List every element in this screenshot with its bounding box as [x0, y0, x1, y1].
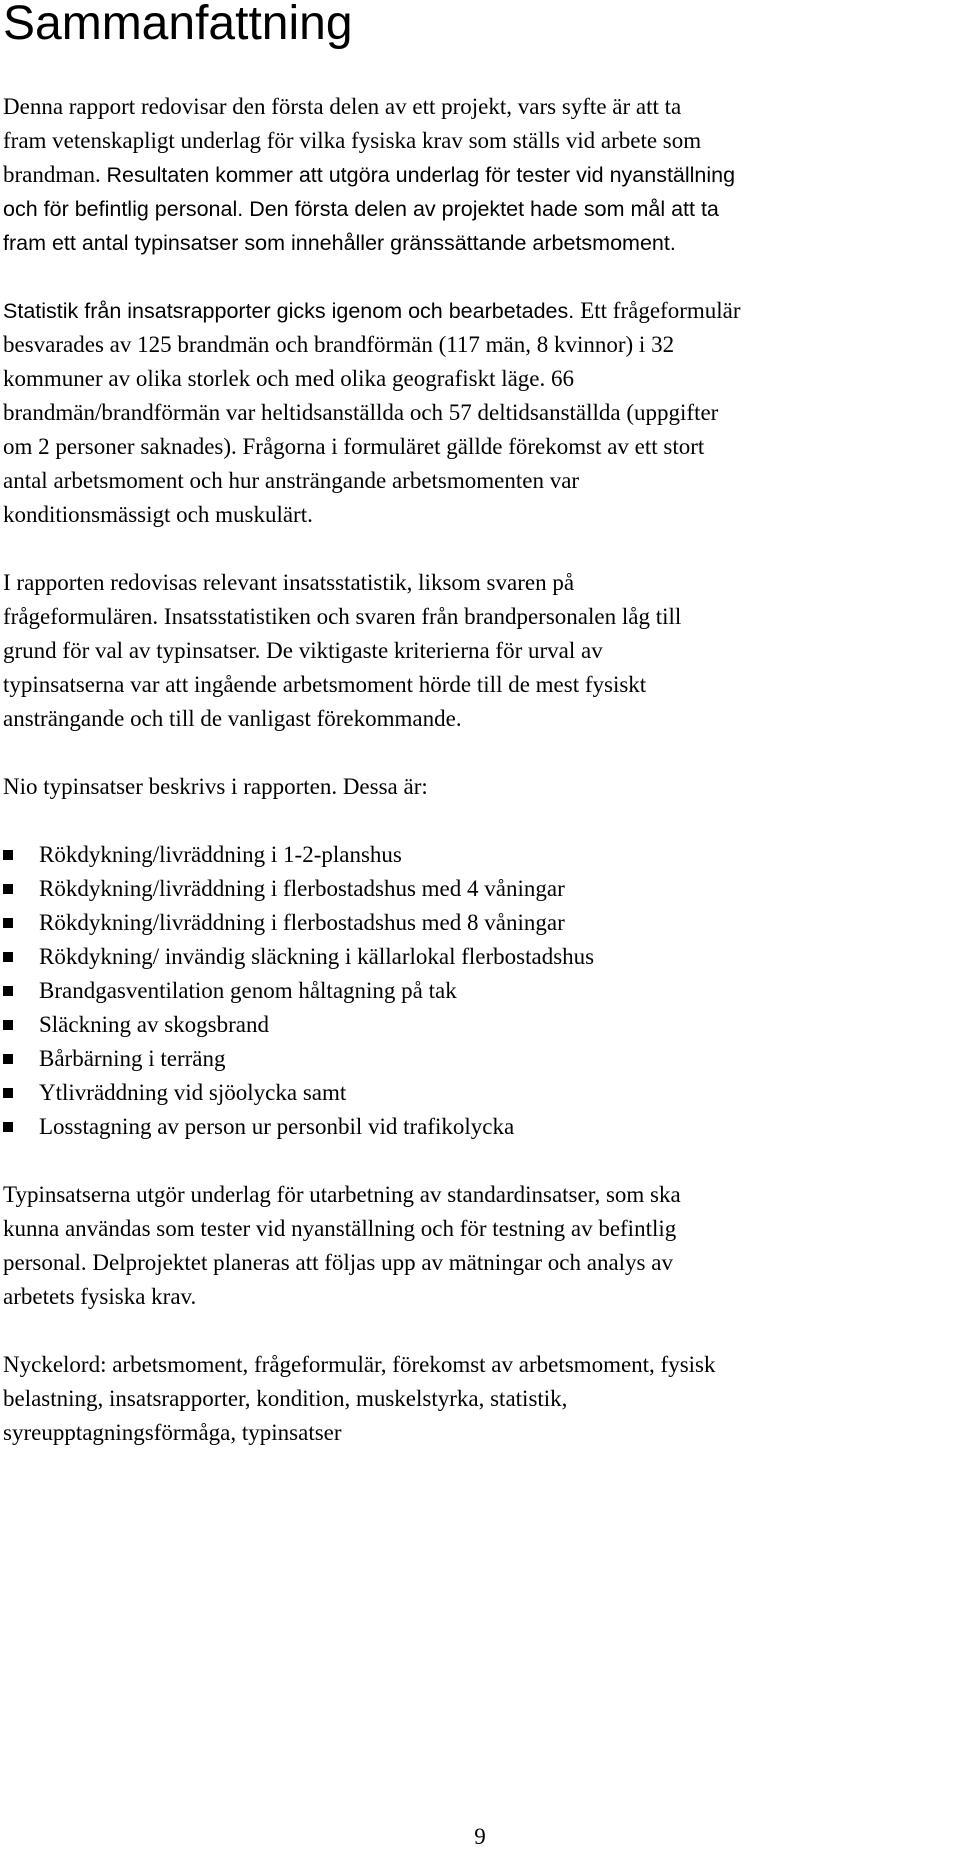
text-line: kunna användas som tester vid nyanställning och för testning av befintlig: [3, 1216, 677, 1241]
paragraph-keywords: [3, 1348, 953, 1450]
list-item: [3, 1110, 953, 1144]
list-item-label: Bårbärning i terräng: [39, 1046, 226, 1071]
text-line: frågeformulären. Insatsstatistiken och svaren från brandpersonalen låg till: [3, 604, 682, 629]
text-line: I rapporten redovisas relevant insatsstatistik, liksom svaren på: [3, 570, 575, 595]
list-item-label: Rökdykning/livräddning i flerbostadshus med 4 våningar: [39, 876, 565, 901]
list-item-label: Brandgasventilation genom håltagning på tak: [39, 978, 457, 1003]
page-number: 9: [474, 1824, 486, 1849]
paragraph-conclusion: [3, 1178, 953, 1314]
list-item-label: Rökdykning/livräddning i flerbostadshus med 8 våningar: [39, 910, 565, 935]
paragraph-method: [3, 294, 953, 532]
text-line: grund för val av typinsatser. De viktigaste kriterierna för urval av: [3, 638, 603, 663]
text-line: fram vetenskapligt underlag för vilka fysiska krav som ställs vid arbete som: [3, 128, 702, 153]
text-line: ansträngande och till de vanligast förekommande.: [3, 706, 462, 731]
list-item-label: Ytlivräddning vid sjöolycka samt: [39, 1080, 347, 1105]
square-bullet-icon: [3, 1122, 13, 1132]
text-line: besvarades av 125 brandmän och brandförmän (117 män, 8 kvinnor) i 32: [3, 332, 675, 357]
list-item-label: Rökdykning/livräddning i 1-2-planshus: [39, 842, 402, 867]
typinsatser-list: [3, 838, 953, 1144]
text-line: personal. Delprojektet planeras att följas upp av mätningar och analys av: [3, 1250, 673, 1275]
square-bullet-icon: [3, 1020, 13, 1030]
text-line: om 2 personer saknades). Frågorna i formuläret gällde förekomst av ett stort: [3, 434, 705, 459]
list-item: [3, 1042, 953, 1076]
text-line: belastning, insatsrapporter, kondition, muskelstyrka, statistik,: [3, 1386, 568, 1411]
paragraph-results: [3, 566, 953, 736]
text-fragment: Ett frågeformulär: [580, 298, 741, 323]
text-line: kommuner av olika storlek och med olika geografiskt läge. 66: [3, 366, 575, 391]
square-bullet-icon: [3, 850, 13, 860]
square-bullet-icon: [3, 918, 13, 928]
square-bullet-icon: [3, 986, 13, 996]
text-line: antal arbetsmoment och hur ansträngande arbetsmomenten var: [3, 468, 580, 493]
list-item-label: Släckning av skogsbrand: [39, 1012, 269, 1037]
text-fragment: Resultaten kommer att utgöra underlag för tester vid nyanställning: [106, 163, 736, 187]
square-bullet-icon: [3, 1088, 13, 1098]
text-line: Denna rapport redovisar den första delen av ett projekt, vars syfte är att ta: [3, 94, 682, 119]
text-line-mixed: [3, 158, 953, 192]
text-fragment: Statistik från insatsrapporter gicks igenom och bearbetades.: [3, 299, 581, 323]
text-line: konditionsmässigt och muskulärt.: [3, 502, 313, 527]
list-item: [3, 906, 953, 940]
square-bullet-icon: [3, 884, 13, 894]
text-line: Typinsatserna utgör underlag för utarbetning av standardinsatser, som ska: [3, 1182, 681, 1207]
text-line-mixed: [3, 294, 953, 328]
list-item: [3, 940, 953, 974]
document-body: [3, 90, 953, 1484]
square-bullet-icon: [3, 1054, 13, 1064]
list-item: [3, 838, 953, 872]
text-line: typinsatserna var att ingående arbetsmoment hörde till de mest fysiskt: [3, 672, 647, 697]
text-fragment: brandman.: [3, 162, 107, 187]
text-line: brandmän/brandförmän var heltidsanställda och 57 deltidsanställda (uppgifter: [3, 400, 719, 425]
text-line: Nyckelord: arbetsmoment, frågeformulär, förekomst av arbetsmoment, fysisk: [3, 1352, 716, 1377]
text-line: arbetets fysiska krav.: [3, 1284, 197, 1309]
text-line: Nio typinsatser beskrivs i rapporten. Dessa är:: [3, 774, 428, 799]
paragraph-summary-purpose: [3, 90, 953, 260]
list-item: [3, 974, 953, 1008]
paragraph-list-intro: [3, 770, 953, 804]
page-title: Sammanfattning: [3, 0, 353, 50]
text-line: och för befintlig personal. Den första delen av projektet hade som mål att ta: [3, 197, 719, 221]
list-item: [3, 872, 953, 906]
list-item-label: Losstagning av person ur personbil vid trafikolycka: [39, 1114, 515, 1139]
text-line: syreupptagningsförmåga, typinsatser: [3, 1420, 342, 1445]
list-item: [3, 1008, 953, 1042]
text-line: fram ett antal typinsatser som innehåller gränssättande arbetsmoment.: [3, 231, 676, 255]
list-item: [3, 1076, 953, 1110]
list-item-label: Rökdykning/ invändig släckning i källarlokal flerbostadshus: [39, 944, 595, 969]
square-bullet-icon: [3, 952, 13, 962]
